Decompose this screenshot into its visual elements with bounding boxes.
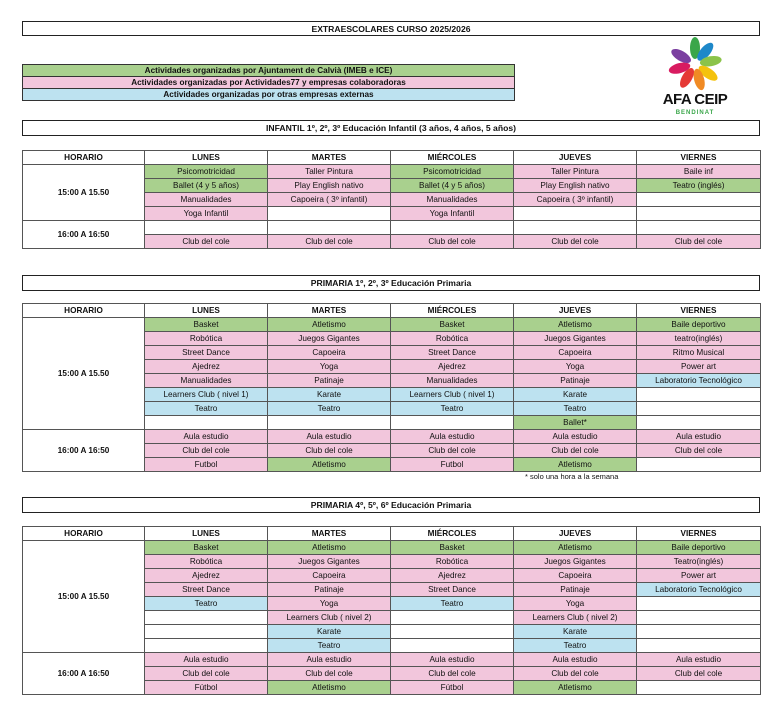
activity-cell: Yoga: [514, 360, 637, 374]
activity-cell: Aula estudio: [391, 430, 514, 444]
activity-cell: Ballet*: [514, 416, 637, 430]
activity-cell: Robótica: [145, 555, 268, 569]
activity-cell: Karate: [514, 388, 637, 402]
column-header: VIERNES: [637, 527, 761, 541]
activity-cell: Aula estudio: [145, 430, 268, 444]
activity-cell: Atletismo: [268, 541, 391, 555]
activity-cell: Ballet (4 y 5 años): [145, 179, 268, 193]
activity-cell: Patinaje: [268, 583, 391, 597]
header-row: [23, 304, 761, 318]
activity-cell: Fútbol: [145, 681, 268, 695]
logo-text: AFA CEIP: [662, 91, 728, 108]
activity-cell: Taller Pintura: [268, 165, 391, 179]
activity-cell: Robótica: [391, 332, 514, 346]
activity-cell: Club del cole: [514, 444, 637, 458]
activity-cell: Club del cole: [637, 444, 761, 458]
activity-cell: Baile deportivo: [637, 318, 761, 332]
activity-cell: [637, 681, 761, 695]
activity-cell: [268, 416, 391, 430]
header-row: [23, 527, 761, 541]
activity-cell: [391, 625, 514, 639]
activity-cell: [268, 207, 391, 221]
activity-cell: [391, 416, 514, 430]
activity-cell: Manualidades: [145, 193, 268, 207]
activity-cell: Club del cole: [145, 444, 268, 458]
activity-cell: Club del cole: [514, 667, 637, 681]
activity-cell: Aula estudio: [514, 653, 637, 667]
activity-cell: Juegos Gigantes: [514, 332, 637, 346]
activity-cell: Teatro: [145, 597, 268, 611]
activity-cell: Ajedrez: [145, 360, 268, 374]
activity-cell: Atletismo: [268, 681, 391, 695]
activity-cell: Aula estudio: [391, 653, 514, 667]
activity-cell: Aula estudio: [145, 653, 268, 667]
activity-cell: Ajedrez: [145, 569, 268, 583]
activity-cell: Street Dance: [145, 583, 268, 597]
activity-cell: Teatro: [145, 402, 268, 416]
section-title-primaria-1-3: PRIMARIA 1º, 2º, 3º Educación Primaria: [22, 275, 760, 291]
activity-cell: Robótica: [145, 332, 268, 346]
activity-cell: Ritmo Musical: [637, 346, 761, 360]
column-header: MIÉRCOLES: [391, 151, 514, 165]
activity-cell: Yoga: [268, 597, 391, 611]
activity-cell: Play English nativo: [514, 179, 637, 193]
activity-cell: Teatro: [268, 402, 391, 416]
activity-cell: [637, 402, 761, 416]
activity-cell: [637, 458, 761, 472]
activity-cell: Club del cole: [268, 444, 391, 458]
activity-cell: Futbol: [391, 458, 514, 472]
column-header: HORARIO: [23, 527, 145, 541]
activity-cell: Robótica: [391, 555, 514, 569]
section-title-infantil: INFANTIL 1º, 2º, 3º Educación Infantil (3 años, 4 años, 5 años): [22, 120, 760, 136]
activity-cell: [145, 625, 268, 639]
activity-cell: [637, 416, 761, 430]
activity-cell: Capoeira ( 3º infantil): [514, 193, 637, 207]
legend-item-pink: Actividades organizadas por Actividades77 y empresas colaboradoras: [22, 76, 515, 89]
activity-cell: [637, 625, 761, 639]
activity-cell: [637, 611, 761, 625]
activity-cell: Capoeira: [514, 569, 637, 583]
activity-cell: Learners Club ( nivel 1): [145, 388, 268, 402]
activity-cell: [391, 221, 514, 235]
activity-cell: Aula estudio: [268, 653, 391, 667]
activity-cell: Teatro: [391, 597, 514, 611]
activity-cell: Club del cole: [268, 667, 391, 681]
activity-cell: Street Dance: [391, 346, 514, 360]
activity-cell: Patinaje: [514, 583, 637, 597]
activity-cell: Aula estudio: [514, 430, 637, 444]
column-header: MARTES: [268, 527, 391, 541]
activity-cell: [391, 611, 514, 625]
activity-cell: Ajedrez: [391, 360, 514, 374]
activity-cell: Club del cole: [391, 235, 514, 249]
column-header: JUEVES: [514, 527, 637, 541]
column-header: MARTES: [268, 304, 391, 318]
column-header: VIERNES: [637, 151, 761, 165]
activity-cell: Atletismo: [514, 458, 637, 472]
column-header: JUEVES: [514, 304, 637, 318]
activity-cell: Capoeira: [268, 569, 391, 583]
activity-cell: Patinaje: [514, 374, 637, 388]
activity-cell: Aula estudio: [637, 653, 761, 667]
activity-cell: Club del cole: [391, 667, 514, 681]
activity-cell: Karate: [514, 625, 637, 639]
activity-cell: Atletismo: [514, 681, 637, 695]
activity-cell: Juegos Gigantes: [268, 555, 391, 569]
footnote: * solo una hora a la semana: [525, 472, 619, 481]
activity-cell: Street Dance: [391, 583, 514, 597]
table-row: [23, 430, 761, 444]
activity-cell: Juegos Gigantes: [268, 332, 391, 346]
activity-cell: [514, 207, 637, 221]
activity-cell: Teatro: [514, 402, 637, 416]
activity-cell: Play English nativo: [268, 179, 391, 193]
activity-cell: Teatro (inglés): [637, 179, 761, 193]
activity-cell: Juegos Gigantes: [514, 555, 637, 569]
activity-cell: Taller Pintura: [514, 165, 637, 179]
activity-cell: Club del cole: [268, 235, 391, 249]
activity-cell: Street Dance: [145, 346, 268, 360]
activity-cell: Club del cole: [145, 235, 268, 249]
activity-cell: Teatro: [391, 402, 514, 416]
activity-cell: Atletismo: [268, 458, 391, 472]
activity-cell: Futbol: [145, 458, 268, 472]
activity-cell: Club del cole: [637, 235, 761, 249]
column-header: HORARIO: [23, 304, 145, 318]
activity-cell: Atletismo: [514, 541, 637, 555]
time-slot: 15:00 A 15.50: [23, 318, 145, 430]
column-header: LUNES: [145, 527, 268, 541]
activity-cell: Ajedrez: [391, 569, 514, 583]
activity-cell: Capoeira: [268, 346, 391, 360]
column-header: JUEVES: [514, 151, 637, 165]
table-row: [23, 541, 761, 555]
activity-cell: Club del cole: [637, 667, 761, 681]
activity-cell: [637, 639, 761, 653]
activity-cell: Karate: [268, 625, 391, 639]
activity-cell: Psicomotricidad: [145, 165, 268, 179]
time-slot: 15:00 A 15.50: [23, 541, 145, 653]
activity-cell: [145, 639, 268, 653]
afa-logo: [655, 36, 735, 120]
legend-item-blue: Actividades organizadas por otras empresas externas: [22, 88, 515, 101]
activity-cell: Karate: [268, 388, 391, 402]
activity-cell: Club del cole: [391, 444, 514, 458]
activity-cell: Capoeira: [514, 346, 637, 360]
activity-cell: Patinaje: [268, 374, 391, 388]
column-header: MIÉRCOLES: [391, 304, 514, 318]
activity-cell: Learners Club ( nivel 2): [514, 611, 637, 625]
activity-cell: Psicomotricidad: [391, 165, 514, 179]
activity-cell: [637, 221, 761, 235]
activity-cell: Atletismo: [268, 318, 391, 332]
schedule-table-primaria-4-6: [22, 526, 761, 695]
legend: [22, 65, 515, 101]
column-header: LUNES: [145, 304, 268, 318]
activity-cell: Manualidades: [145, 374, 268, 388]
activity-cell: Atletismo: [514, 318, 637, 332]
column-header: HORARIO: [23, 151, 145, 165]
legend-item-green: Actividades organizadas por Ajuntament de Calvià (IMEB e ICE): [22, 64, 515, 77]
table-row: [23, 165, 761, 179]
activity-cell: Power art: [637, 360, 761, 374]
activity-cell: Baile deportivo: [637, 541, 761, 555]
activity-cell: [268, 221, 391, 235]
activity-cell: Baile inf: [637, 165, 761, 179]
column-header: MIÉRCOLES: [391, 527, 514, 541]
hands-logo-icon: [655, 36, 735, 92]
activity-cell: Teatro: [514, 639, 637, 653]
table-row: [23, 653, 761, 667]
time-slot: 16:00 A 16:50: [23, 430, 145, 472]
column-header: MARTES: [268, 151, 391, 165]
table-row: [23, 221, 761, 235]
time-slot: 15:00 A 15.50: [23, 165, 145, 221]
activity-cell: Power art: [637, 569, 761, 583]
activity-cell: Yoga: [268, 360, 391, 374]
activity-cell: Teatro: [268, 639, 391, 653]
activity-cell: Teatro(inglés): [637, 555, 761, 569]
column-header: LUNES: [145, 151, 268, 165]
activity-cell: Club del cole: [514, 235, 637, 249]
activity-cell: Ballet (4 y 5 años): [391, 179, 514, 193]
activity-cell: [637, 207, 761, 221]
activity-cell: Club del cole: [145, 667, 268, 681]
time-slot: 16:00 A 16:50: [23, 221, 145, 249]
activity-cell: Aula estudio: [637, 430, 761, 444]
section-title-primaria-4-6: PRIMARIA 4º, 5º, 6º Educación Primaria: [22, 497, 760, 513]
activity-cell: Yoga: [514, 597, 637, 611]
activity-cell: Basket: [145, 318, 268, 332]
activity-cell: Yoga Infantil: [391, 207, 514, 221]
activity-cell: [391, 639, 514, 653]
activity-cell: Aula estudio: [268, 430, 391, 444]
activity-cell: Learners Club ( nivel 1): [391, 388, 514, 402]
activity-cell: [637, 388, 761, 402]
activity-cell: Laboratorio Tecnológico: [637, 374, 761, 388]
activity-cell: [637, 193, 761, 207]
logo-subtitle: BENDINAT: [675, 110, 715, 116]
activity-cell: Manualidades: [391, 193, 514, 207]
activity-cell: Learners Club ( nivel 2): [268, 611, 391, 625]
activity-cell: Basket: [391, 318, 514, 332]
activity-cell: [145, 611, 268, 625]
activity-cell: [145, 221, 268, 235]
activity-cell: Fútbol: [391, 681, 514, 695]
activity-cell: Capoeira ( 3º infantil): [268, 193, 391, 207]
schedule-table-primaria-1-3: [22, 303, 761, 472]
activity-cell: Basket: [391, 541, 514, 555]
activity-cell: [145, 416, 268, 430]
activity-cell: [514, 221, 637, 235]
column-header: VIERNES: [637, 304, 761, 318]
activity-cell: Yoga Infantil: [145, 207, 268, 221]
header-row: [23, 151, 761, 165]
page-title: EXTRAESCOLARES CURSO 2025/2026: [22, 21, 760, 36]
activity-cell: Manualidades: [391, 374, 514, 388]
schedule-table-infantil: [22, 150, 761, 249]
activity-cell: [637, 597, 761, 611]
activity-cell: Laboratorio Tecnológico: [637, 583, 761, 597]
activity-cell: teatro(inglés): [637, 332, 761, 346]
activity-cell: Basket: [145, 541, 268, 555]
time-slot: 16:00 A 16:50: [23, 653, 145, 695]
table-row: [23, 318, 761, 332]
